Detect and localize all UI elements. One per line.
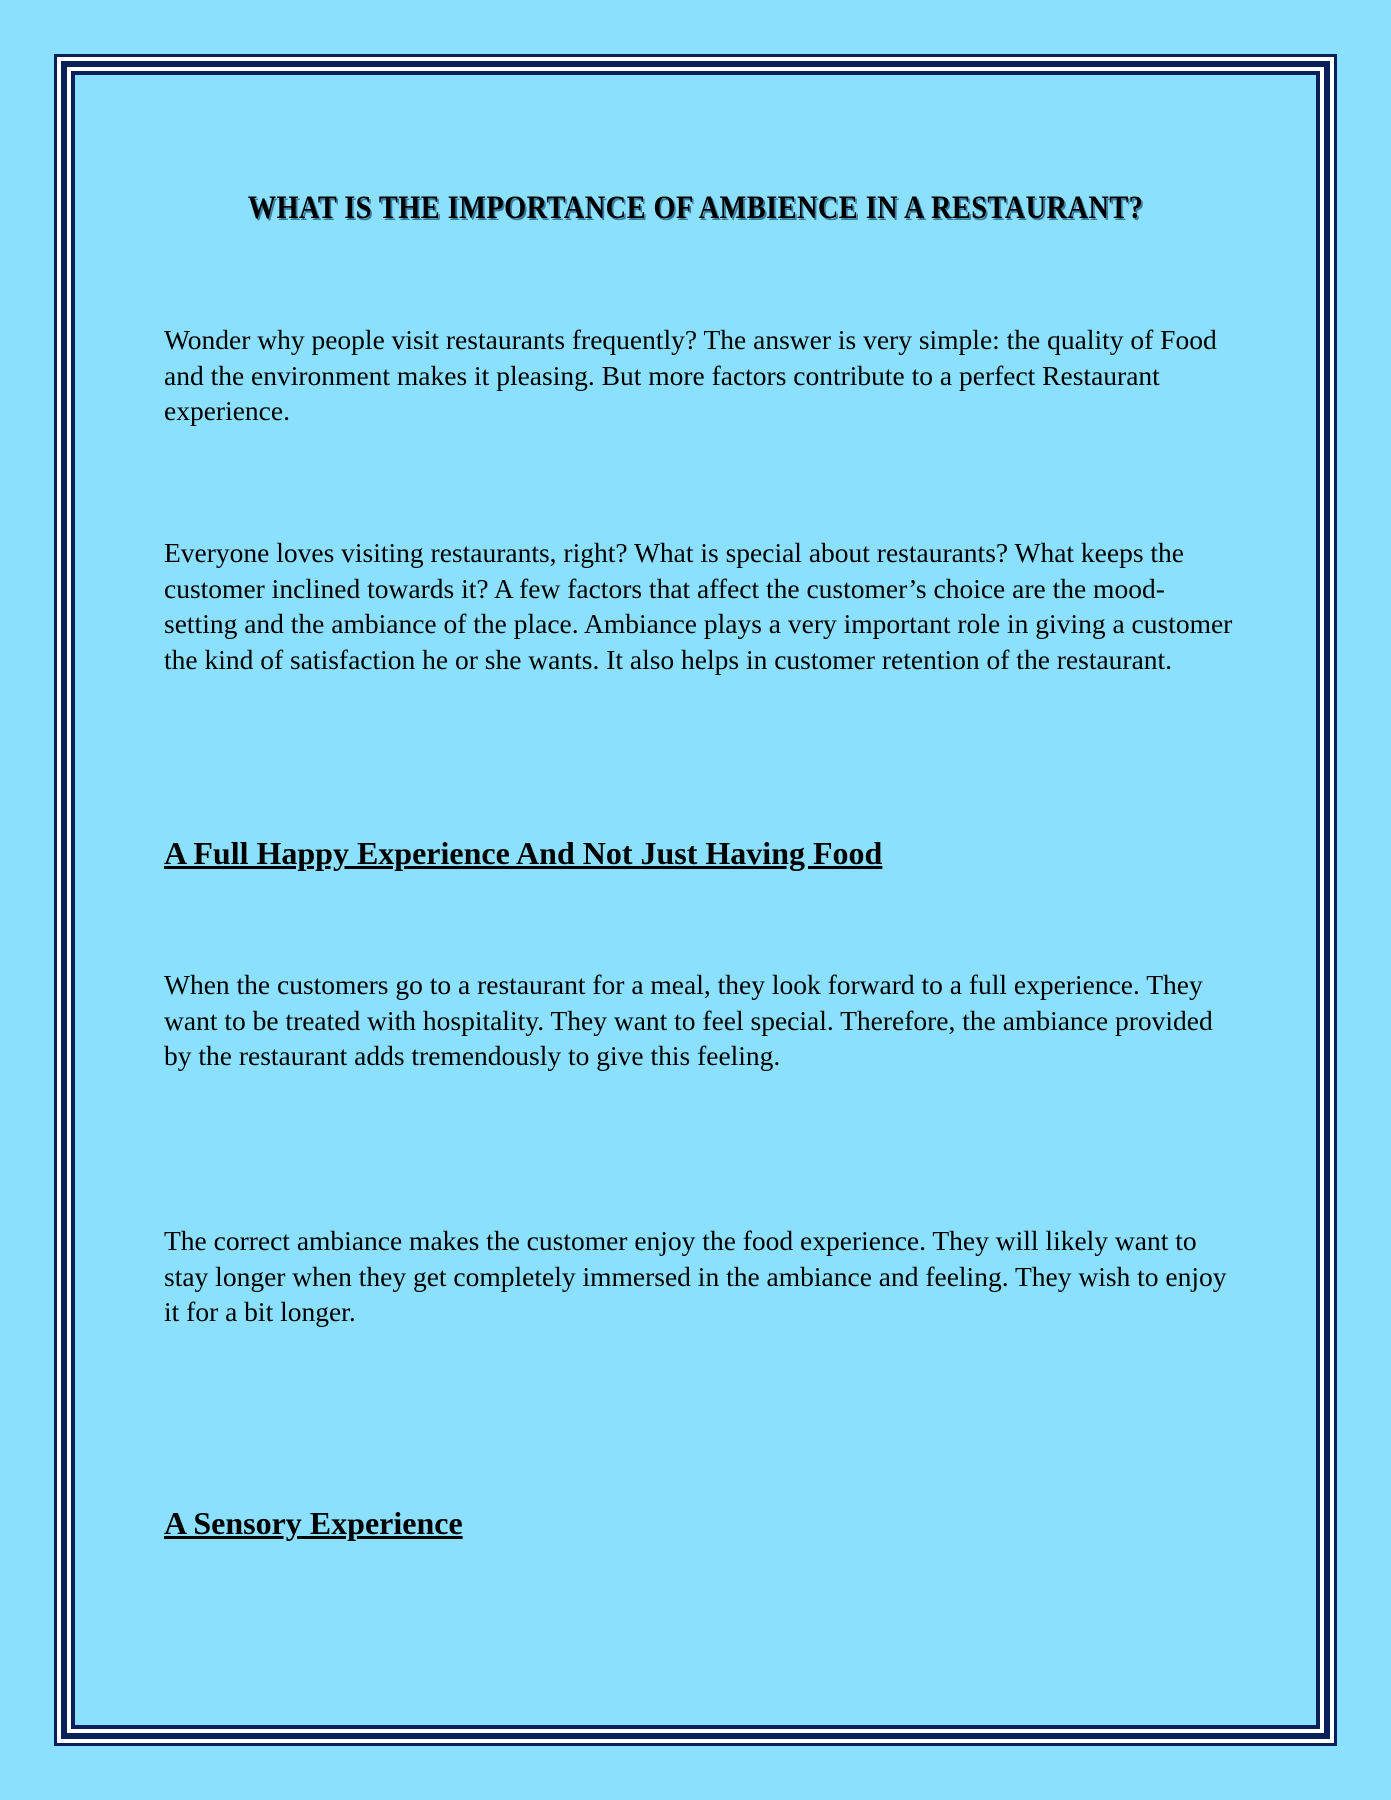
- paragraph-correct-ambiance: The correct ambiance makes the customer enjoy the food experience. They will likely want to stay longer when they get completely immersed in the ambiance and feeling. They wish to enjoy it for a bit longer.: [164, 1225, 1227, 1328]
- paragraph-intro: Wonder why people visit restaurants frequently? The answer is very simple: the quality of Food and the environment makes it pleasing. But more factors contribute to a perfect Restaurant experience.: [164, 324, 1217, 427]
- paragraph-customers: When the customers go to a restaurant for a meal, they look forward to a full experience. They want to be treated with hospitality. They want to feel special. Therefore, the ambiance provided by the restaurant adds tremendously to give this feeling.: [164, 969, 1213, 1072]
- page-title: WHAT IS THE IMPORTANCE OF AMBIENCE IN A RESTAURANT?: [247, 190, 1144, 227]
- heading-sensory-experience: A Sensory Experience: [164, 1505, 463, 1541]
- heading-full-happy-experience: A Full Happy Experience And Not Just Having Food: [164, 835, 883, 871]
- paragraph-everyone: Everyone loves visiting restaurants, right? What is special about restaurants? What keeps the customer inclined towards it? A few factors that affect the customer’s choice are the mood- setting and the ambiance of the place. Ambiance plays a very important role in giving a customer the kind of satisfaction he or she wants. It also helps in customer retention of the restaurant.: [164, 537, 1233, 675]
- page-border: [54, 54, 1337, 1746]
